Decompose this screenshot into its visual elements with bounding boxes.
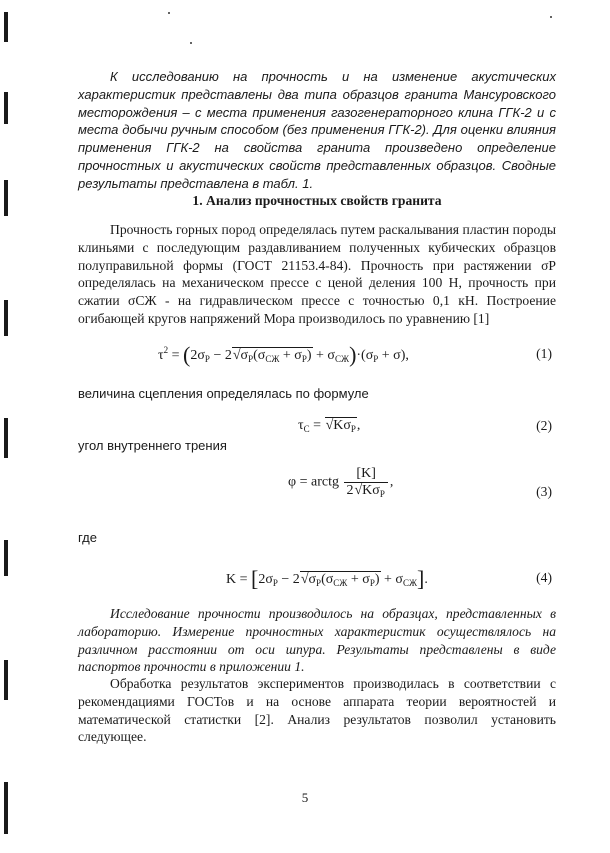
scan-speck — [168, 12, 170, 14]
intro-paragraph: К исследованию на прочность и на изменение акустических характеристик представлены два типа образцов гранита Мансуровского месторождения – с места применения газогенераторного клина ГГК-2 и с места добычи ручным способом (без применения ГГК-2). Для оценки влияния применения ГГК-2 на свойства гранита произведено определение прочностных и акустических свойств представленных образцов. Сводные результаты представлена в табл. 1. — [78, 69, 556, 191]
friction-label: угол внутреннего трения — [78, 438, 227, 453]
processing-paragraph: Обработка результатов экспериментов производилась в соответствии с рекомендациями ГОСТов и на основе аппарата теории вероятностей и математической статистки [2]. Анализ результатов позволил установить следующее. — [78, 676, 556, 745]
section-heading: 1. Анализ прочностных свойств гранита — [192, 193, 442, 208]
binder-mark — [4, 300, 8, 336]
binder-mark — [4, 12, 8, 42]
research-paragraph: Исследование прочности производилось на образцах, представленных в лабораторию. Измерение прочностных характеристик осуществлялось на различном расстоянии от оси шпура. Результаты представлены в виде паспортов прочности в приложении 1. — [78, 606, 556, 675]
scan-speck — [550, 16, 552, 18]
equation-number: (4) — [536, 570, 552, 585]
where-label: где — [78, 530, 97, 545]
binder-mark — [4, 418, 8, 458]
binder-mark — [4, 660, 8, 700]
equation-2: $\tau_С = √K\sigma_Р$, — [298, 418, 361, 434]
equation-number: (1) — [536, 346, 552, 361]
equation-number: (2) — [536, 418, 552, 433]
equation-number: (3) — [536, 484, 552, 499]
binder-mark — [4, 540, 8, 576]
equation-4: $K = [2\sigma_Р - 2√\sigma_Р(\sigma_{СЖ} + \sigma_Р) + \sigma_{СЖ}]$. — [226, 566, 428, 591]
binder-mark — [4, 180, 8, 216]
scan-speck — [190, 42, 192, 44]
equation-1: $\tau^2 = (2\sigma_Р - 2√\sigma_Р(\sigma_{СЖ} + \sigma_Р) + \sigma_{СЖ})\cdot(\sigma_Р + \sigma)$, — [158, 342, 409, 367]
cohesion-label: величина сцепления определялась по формуле — [78, 386, 369, 401]
method-paragraph: Прочность горных пород определялась путем раскалывания пластин породы клиньями с последующим раздавливанием полученных кубических образцов полуправильной формы (ГОСТ 21153.4-84). Прочность при растяжении σР определялась на механическом прессе с ценой деления 100 Н, прочность при сжатии σСЖ - на гидравлическом прессе с точностью 0,1 кН. Построение огибающей кругов напряжений Мора производилось по уравнению [1] — [78, 222, 556, 326]
equation-3: φ = arctg $\frac{[K]}{2√K\sigma_Р}$ , — [288, 466, 394, 499]
binder-mark — [4, 92, 8, 124]
page-number: 5 — [301, 790, 309, 805]
